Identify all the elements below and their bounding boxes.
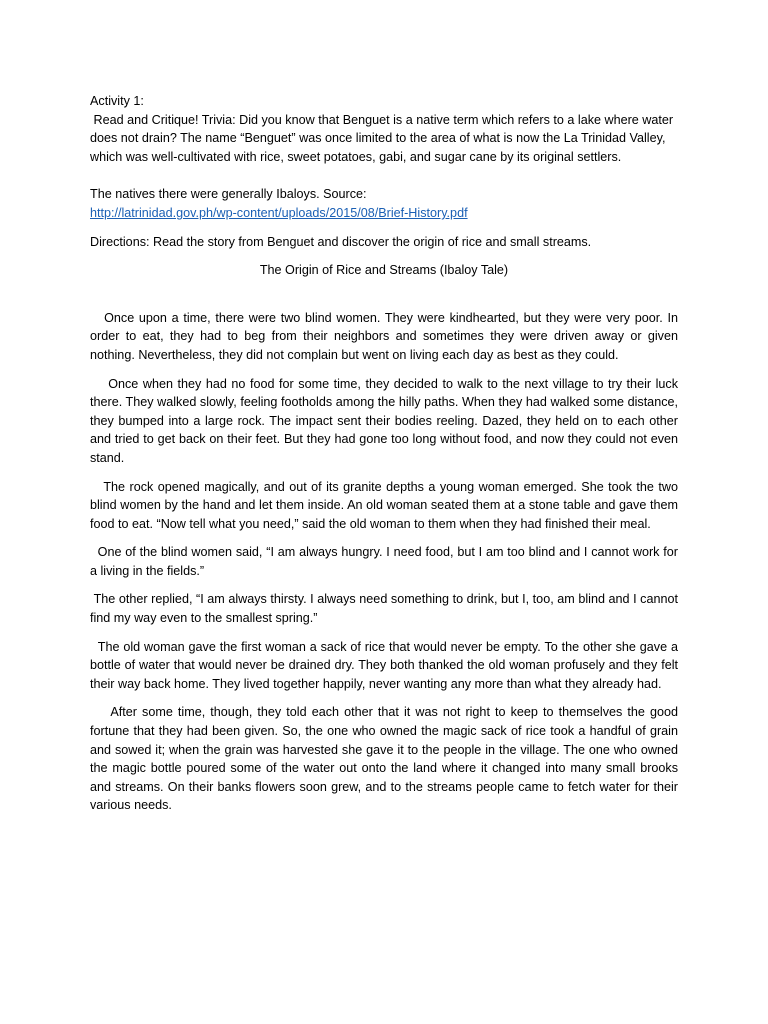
- source-link[interactable]: http://latrinidad.gov.ph/wp-content/uploads/2015/08/Brief-History.pdf: [90, 205, 468, 220]
- natives-text: The natives there were generally Ibaloys. Source:: [90, 187, 367, 202]
- directions-text: Directions: Read the story from Benguet and discover the origin of rice and small streams.: [90, 234, 592, 249]
- source-line: [90, 204, 678, 223]
- story-body: [90, 309, 682, 815]
- spacer: [90, 166, 678, 185]
- story-paragraph: The other replied, “I am always thirsty. I always need something to drink, but I, too, am blind and I cannot find my way even to the smallest spring.”: [90, 592, 682, 626]
- story-paragraph: After some time, though, they told each other that it was not right to keep to themselves the good fortune that they had been given. So, the one who owned the magic sack of rice took a handful of grain and sowed it; when the grain was harvested she gave it to the people in the village. The one who owned the magic bottle poured some of the water out onto the land where it changed into many small brooks and streams. On their banks flowers soon grew, and to the streams people came to fetch water for their various needs.: [90, 705, 682, 813]
- activity-heading: Activity 1:: [90, 94, 144, 108]
- story-paragraph: The rock opened magically, and out of its granite depths a young woman emerged. She took the two blind women by the hand and let them inside. An old woman seated them at a stone table and gave them food to eat. “Now tell what you need,” said the old woman to them when they had finished their meal.: [90, 479, 682, 531]
- story-paragraph: Once when they had no food for some time, they decided to walk to the next village to try their luck there. They walked slowly, feeling footholds among the hilly paths. When they had walked some distance, they bumped into a large rock. The impact sent their bodies reeling. Dazed, they held on to each other and tried to get back on their feet. But they had gone too long without food, and now they could not even stand.: [90, 376, 682, 465]
- story-title: The Origin of Rice and Streams (Ibaloy Tale): [259, 263, 509, 278]
- intro-paragraph: Read and Critique! Trivia: Did you know that Benguet is a native term which refers to a lake where water does not drain? The name “Benguet” was once limited to the area of what is now the La Trinidad Valley, which was well-cultivated with rice, sweet potatoes, gabi, and sugar cane by its original settlers.: [90, 112, 677, 164]
- document-page: [90, 92, 682, 825]
- story-paragraph: One of the blind women said, “I am always hungry. I need food, but I am too blind and I cannot work for a living in the fields.”: [90, 545, 682, 578]
- story-paragraph: The old woman gave the first woman a sack of rice that would never be empty. To the other she gave a bottle of water that would never be drained dry. They both thanked the old woman profusely and they felt their way back home. They lived together happily, never wanting any more than what they already had.: [90, 639, 682, 691]
- story-paragraph: Once upon a time, there were two blind women. They were kindhearted, but they were very poor. In order to eat, they had to beg from their neighbors and sometimes they were driven away or given nothing. Nevertheless, they did not complain but went on living each day as best as they could.: [90, 310, 682, 362]
